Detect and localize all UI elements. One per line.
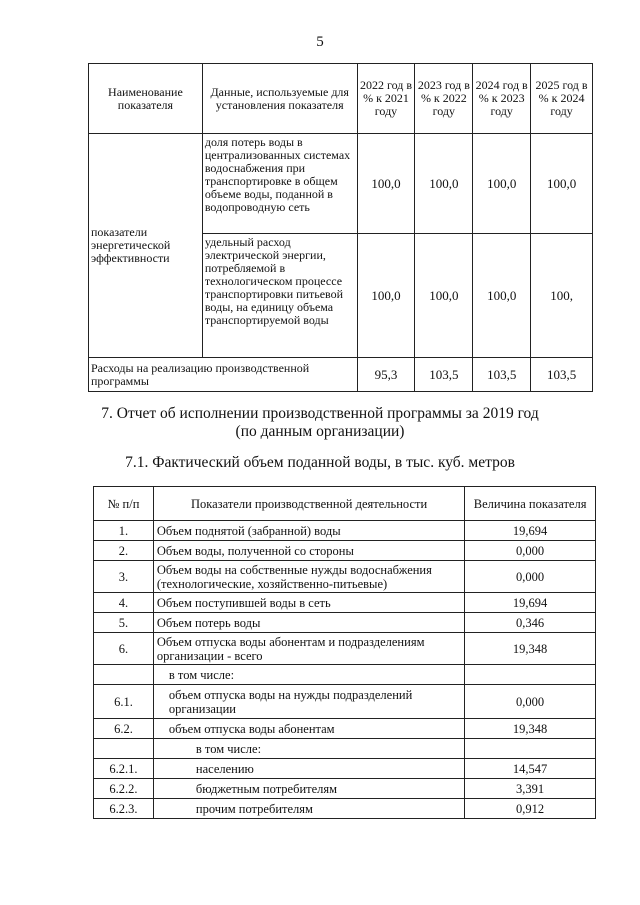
value-2022: 100,0: [357, 134, 415, 234]
value-2024: 100,0: [473, 134, 531, 234]
header-data: Данные, используемые для установления показателя: [202, 64, 357, 134]
section-7-title: [0, 405, 640, 441]
row-label: объем отпуска воды абонентам: [153, 719, 464, 739]
table-header-row: [89, 64, 593, 134]
row-value: 19,348: [465, 633, 596, 665]
row-label: бюджетным потребителям: [153, 779, 464, 799]
value-2024: 103,5: [473, 358, 531, 392]
efficiency-table: [88, 63, 593, 392]
table-row: [94, 593, 596, 613]
row-num: [94, 739, 154, 759]
table-row: [94, 685, 596, 719]
table-row: [94, 799, 596, 819]
section-71-title: 7.1. Фактический объем поданной воды, в тыс. куб. метров: [125, 454, 515, 471]
row-num: 6.2.1.: [94, 759, 154, 779]
row-num: 6.2.: [94, 719, 154, 739]
value-2025: 103,5: [531, 358, 593, 392]
row-value: 14,547: [465, 759, 596, 779]
row-num: 6.: [94, 633, 154, 665]
row-value: 0,000: [465, 541, 596, 561]
header-2025: 2025 год в % к 2024 году: [531, 64, 593, 134]
row-num: 5.: [94, 613, 154, 633]
row-num: 4.: [94, 593, 154, 613]
value-2025: 100,: [531, 234, 593, 358]
table-row: [94, 541, 596, 561]
row-value: 0,912: [465, 799, 596, 819]
row-label: в том числе:: [153, 665, 464, 685]
value-2025: 100,0: [531, 134, 593, 234]
table-row: [94, 759, 596, 779]
row-label: Объем поднятой (забранной) воды: [153, 521, 464, 541]
row-value: [465, 665, 596, 685]
row-label: Объем воды, полученной со стороны: [153, 541, 464, 561]
header-name: Наименование показателя: [89, 64, 203, 134]
header-2024: 2024 год в % к 2023 году: [473, 64, 531, 134]
header-indicator: Показатели производственной деятельности: [153, 487, 464, 521]
row-label: Объем поступившей воды в сеть: [153, 593, 464, 613]
group-label: показатели энергетической эффективности: [89, 134, 203, 358]
table-header-row: [94, 487, 596, 521]
table-row: [94, 613, 596, 633]
row-num: 6.2.2.: [94, 779, 154, 799]
value-2022: 100,0: [357, 234, 415, 358]
header-2023: 2023 год в % к 2022 году: [415, 64, 473, 134]
row-value: 19,348: [465, 719, 596, 739]
row-data: удельный расход электрической энергии, потребляемой в технологическом процессе транспортировки питьевой воды, на единицу объема транспортируемой воды: [202, 234, 357, 358]
table-row: [94, 561, 596, 593]
row-label: Объем воды на собственные нужды водоснабжения (технологические, хозяйственно-питьевые): [153, 561, 464, 593]
value-2023: 103,5: [415, 358, 473, 392]
table-row: [89, 134, 593, 234]
header-num: № п/п: [94, 487, 154, 521]
row-num: [94, 665, 154, 685]
row-value: 0,000: [465, 561, 596, 593]
table-row: [94, 779, 596, 799]
row-value: 19,694: [465, 521, 596, 541]
row-num: 2.: [94, 541, 154, 561]
row-data: доля потерь воды в централизованных системах водоснабжения при транспортировке в общем объеме воды, поданной в водопроводную сеть: [202, 134, 357, 234]
table-row: [94, 665, 596, 685]
section-7-title-line1: 7. Отчет об исполнении производственной программы за 2019 год: [101, 405, 539, 422]
row-value: 3,391: [465, 779, 596, 799]
header-2022: 2022 год в % к 2021 году: [357, 64, 415, 134]
value-2023: 100,0: [415, 234, 473, 358]
table-row: [94, 719, 596, 739]
row-label: населению: [153, 759, 464, 779]
row-label: Объем потерь воды: [153, 613, 464, 633]
row-value: [465, 739, 596, 759]
page-number: 5: [316, 34, 324, 50]
table-row: [94, 521, 596, 541]
row-num: 6.1.: [94, 685, 154, 719]
expenses-row: [89, 358, 593, 392]
row-label: объем отпуска воды на нужды подразделений организации: [153, 685, 464, 719]
row-value: 0,000: [465, 685, 596, 719]
section-7-title-line2: (по данным организации): [235, 423, 405, 440]
row-value: 0,346: [465, 613, 596, 633]
expenses-label: Расходы на реализацию производственной программы: [89, 358, 358, 392]
water-volume-table: [93, 486, 596, 819]
row-value: 19,694: [465, 593, 596, 613]
row-label: Объем отпуска воды абонентам и подразделениям организации - всего: [153, 633, 464, 665]
row-num: 1.: [94, 521, 154, 541]
header-value: Величина показателя: [465, 487, 596, 521]
value-2022: 95,3: [357, 358, 415, 392]
value-2023: 100,0: [415, 134, 473, 234]
row-label: прочим потребителям: [153, 799, 464, 819]
table-row: [94, 739, 596, 759]
row-label: в том числе:: [153, 739, 464, 759]
value-2024: 100,0: [473, 234, 531, 358]
row-num: 3.: [94, 561, 154, 593]
row-num: 6.2.3.: [94, 799, 154, 819]
table-row: [94, 633, 596, 665]
